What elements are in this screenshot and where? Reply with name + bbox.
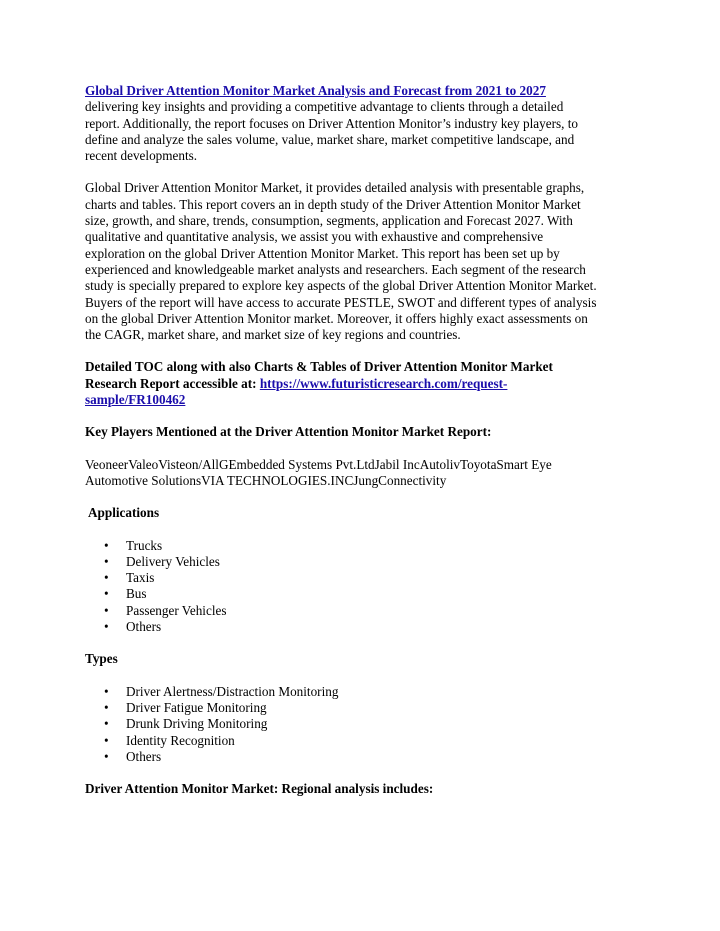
toc-paragraph [85,359,645,408]
intro-line: define and analyze the sales volume, value, market share, market competitive landscape, and [85,131,575,147]
overview-line: the CAGR, market share, and market size of key regions and countries. [85,327,461,343]
key-players-list [85,457,645,490]
list-item [85,538,645,554]
bullet-icon: • [104,537,109,553]
toc-line-with-link [85,376,645,392]
types-heading: Types [85,651,118,667]
list-item-label: Drunk Driving Monitoring [126,716,268,732]
document-page [85,83,645,797]
report-title-link[interactable]: Global Driver Attention Monitor Market Analysis and Forecast from 2021 to 2027 [85,83,546,98]
list-item [85,603,645,619]
overview-paragraph [85,180,645,343]
regional-section [85,781,645,797]
key-players-line: Automotive SolutionsVIA TECHNOLOGIES.INCJungConnectivity [85,472,447,488]
toc-line-link-continued [85,392,645,408]
sample-url-link[interactable]: https://www.futuristicresearch.com/request- [259,375,508,391]
key-players-section [85,424,645,440]
list-item-label: Passenger Vehicles [126,602,227,618]
list-item-label: Driver Alertness/Distraction Monitoring [126,683,339,699]
applications-list [85,538,645,636]
overview-line: study is specially prepared to explore key aspects of the global Driver Attention Monitor Market. [85,278,597,294]
applications-section [85,505,645,521]
toc-line: Detailed TOC along with also Charts & Tables of Driver Attention Monitor Market [85,359,553,375]
overview-line: Global Driver Attention Monitor Market, it provides detailed analysis with presentable graphs, [85,180,585,196]
list-item [85,749,645,765]
intro-paragraph [85,83,645,164]
list-item-label: Driver Fatigue Monitoring [126,699,267,715]
overview-line: size, growth, and share, trends, consumption, segments, application and Forecast 2027. With [85,213,573,229]
list-item-label: Others [126,748,162,764]
regional-heading: Driver Attention Monitor Market: Regional analysis includes: [85,781,434,797]
list-item [85,733,645,749]
list-item [85,716,645,732]
bullet-icon: • [104,716,109,732]
list-item-label: Others [126,619,162,635]
overview-line: qualitative and quantitative analysis, we assist you with exhaustive and comprehensive [85,229,544,245]
overview-line: exploration on the global Driver Attention Monitor Market. This report has been set up by [85,245,560,261]
key-players-line: VeoneerValeoVisteon/AllGEmbedded Systems Pvt.LtdJabil IncAutolivToyotaSmart Eye [85,456,552,472]
types-list [85,684,645,765]
applications-heading: Applications [88,505,160,521]
list-item-label: Identity Recognition [126,732,235,748]
types-section [85,651,645,667]
list-item [85,700,645,716]
bullet-icon: • [104,683,109,699]
bullet-icon: • [104,748,109,764]
intro-line: delivering key insights and providing a competitive advantage to clients through a detailed [85,99,564,115]
list-item [85,570,645,586]
list-item-label: Taxis [126,570,155,586]
bullet-icon: • [104,699,109,715]
sample-url-link-continued[interactable]: sample/FR100462 [85,392,186,408]
bullet-icon: • [104,602,109,618]
list-item-label: Bus [126,586,147,602]
list-item-label: Trucks [126,537,163,553]
toc-prefix: Research Report accessible at: [85,375,260,391]
overview-line: on the global Driver Attention Monitor market. Moreover, it offers highly exact assessments on [85,310,588,326]
bullet-icon: • [104,586,109,602]
overview-line: Buyers of the report will have access to accurate PESTLE, SWOT and different types of analysis [85,294,597,310]
list-item [85,554,645,570]
list-item [85,586,645,602]
list-item [85,619,645,635]
bullet-icon: • [104,570,109,586]
intro-line: recent developments. [85,148,198,164]
list-item [85,684,645,700]
bullet-icon: • [104,732,109,748]
list-item-label: Delivery Vehicles [126,553,220,569]
bullet-icon: • [104,553,109,569]
bullet-icon: • [104,619,109,635]
overview-line: charts and tables. This report covers an in depth study of the Driver Attention Monitor Market [85,196,581,212]
overview-line: experienced and knowledgeable market analysts and researchers. Each segment of the research [85,261,586,277]
intro-line: report. Additionally, the report focuses on Driver Attention Monitor’s industry key players, to [85,115,578,131]
key-players-heading: Key Players Mentioned at the Driver Attention Monitor Market Report: [85,424,492,440]
